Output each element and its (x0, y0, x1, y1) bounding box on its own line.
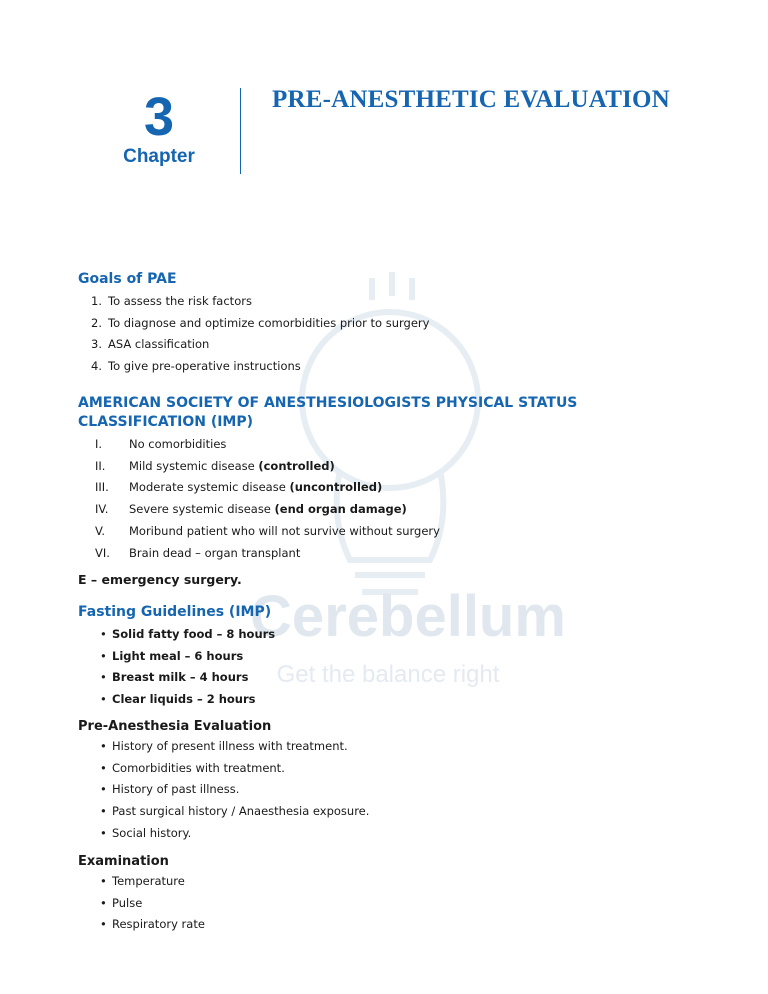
list-marker: IV. (95, 502, 109, 517)
list-marker: • (100, 804, 107, 819)
list-item-text: Social history. (112, 825, 192, 840)
list-item-text: Brain dead – organ transplant (129, 545, 301, 560)
list-item (100, 624, 275, 646)
list-marker: • (100, 782, 107, 797)
list-item (95, 521, 440, 543)
list-marker: • (100, 895, 107, 910)
list-item-text: Clear liquids – 2 hours (112, 692, 256, 707)
list-marker: • (100, 692, 107, 707)
goals-list (84, 291, 429, 378)
list-marker: • (100, 627, 107, 641)
emergency-note: E – emergency surgery. (78, 572, 242, 587)
list-marker: • (100, 648, 107, 663)
list-item (84, 313, 429, 335)
list-marker: VI. (95, 545, 110, 560)
list-item-text: History of present illness with treatment. (112, 739, 348, 753)
list-item (95, 477, 440, 499)
list-marker: • (100, 874, 107, 888)
list-item (100, 689, 275, 711)
list-marker: 1. (91, 294, 102, 308)
list-item-text: To assess the risk factors (108, 294, 252, 308)
list-item-text: Severe systemic disease (129, 502, 275, 517)
list-item (100, 758, 369, 780)
chapter-badge (100, 88, 218, 168)
chapter-divider (240, 88, 241, 174)
list-item-text: No comorbidities (129, 437, 227, 451)
list-item (95, 456, 440, 478)
chapter-number: 3 (143, 87, 175, 147)
list-item (100, 914, 205, 936)
asa-heading-line1: AMERICAN SOCIETY OF ANESTHESIOLOGISTS PHYSICAL STATUS (78, 395, 578, 411)
list-item (100, 801, 369, 823)
list-item (100, 667, 275, 689)
list-item-text: To give pre-operative instructions (108, 359, 301, 374)
list-item-emphasis: (uncontrolled) (289, 480, 383, 495)
list-marker: 3. (91, 337, 102, 352)
list-item (95, 543, 440, 565)
list-item (95, 434, 440, 456)
list-item (84, 356, 429, 378)
list-marker: III. (95, 480, 109, 495)
examination-list (100, 871, 205, 936)
fasting-heading: Fasting Guidelines (IMP) (78, 604, 272, 620)
list-marker: V. (95, 523, 106, 538)
list-item-text: Moderate systemic disease (129, 480, 290, 495)
watermark-brand: Cerebellum (250, 584, 566, 649)
list-item (100, 646, 275, 668)
list-marker: • (100, 739, 107, 753)
list-item (100, 871, 205, 893)
list-item-text: Temperature (112, 874, 185, 888)
pae-list (100, 736, 369, 845)
asa-heading (78, 394, 577, 432)
list-marker: II. (95, 458, 106, 473)
list-item (95, 499, 440, 521)
goals-heading: Goals of PAE (78, 271, 177, 287)
list-item-text: Comorbidities with treatment. (112, 760, 285, 775)
list-marker: • (100, 825, 107, 840)
list-item-text: Moribund patient who will not survive without surgery (129, 523, 440, 538)
list-marker: 4. (91, 359, 102, 374)
list-marker: • (100, 760, 107, 775)
list-item-text: Respiratory rate (112, 917, 205, 932)
list-item (100, 736, 369, 758)
list-item-text: Breast milk – 4 hours (112, 670, 249, 685)
list-item (100, 779, 369, 801)
list-marker: • (100, 670, 107, 685)
list-item (84, 334, 429, 356)
list-item-text: Mild systemic disease (129, 458, 259, 473)
examination-heading: Examination (78, 854, 169, 869)
list-item-text: History of past illness. (112, 782, 240, 797)
asa-heading-line2: CLASSIFICATION (IMP) (78, 414, 254, 430)
list-item-text: To diagnose and optimize comorbidities prior to surgery (108, 315, 430, 330)
chapter-label: Chapter (123, 146, 195, 167)
list-item-emphasis: (end organ damage) (274, 502, 407, 517)
fasting-list (100, 624, 275, 711)
list-item-emphasis: (controlled) (258, 458, 335, 473)
list-item-text: ASA classification (108, 337, 210, 352)
list-marker: 2. (91, 315, 102, 330)
list-item (100, 823, 369, 845)
list-item (100, 893, 205, 915)
list-item-text: Pulse (112, 895, 143, 910)
list-item-text: Solid fatty food – 8 hours (112, 627, 276, 641)
list-item-text: Light meal – 6 hours (112, 648, 244, 663)
asa-list (95, 434, 440, 564)
pae-heading: Pre-Anesthesia Evaluation (78, 719, 272, 734)
list-marker: • (100, 917, 107, 932)
watermark-tagline: Get the balance right (276, 661, 500, 688)
list-item (84, 291, 429, 313)
list-marker: I. (95, 437, 103, 451)
list-item-text: Past surgical history / Anaesthesia exposure. (112, 804, 370, 819)
chapter-title: PRE-ANESTHETIC EVALUATION (272, 86, 670, 113)
